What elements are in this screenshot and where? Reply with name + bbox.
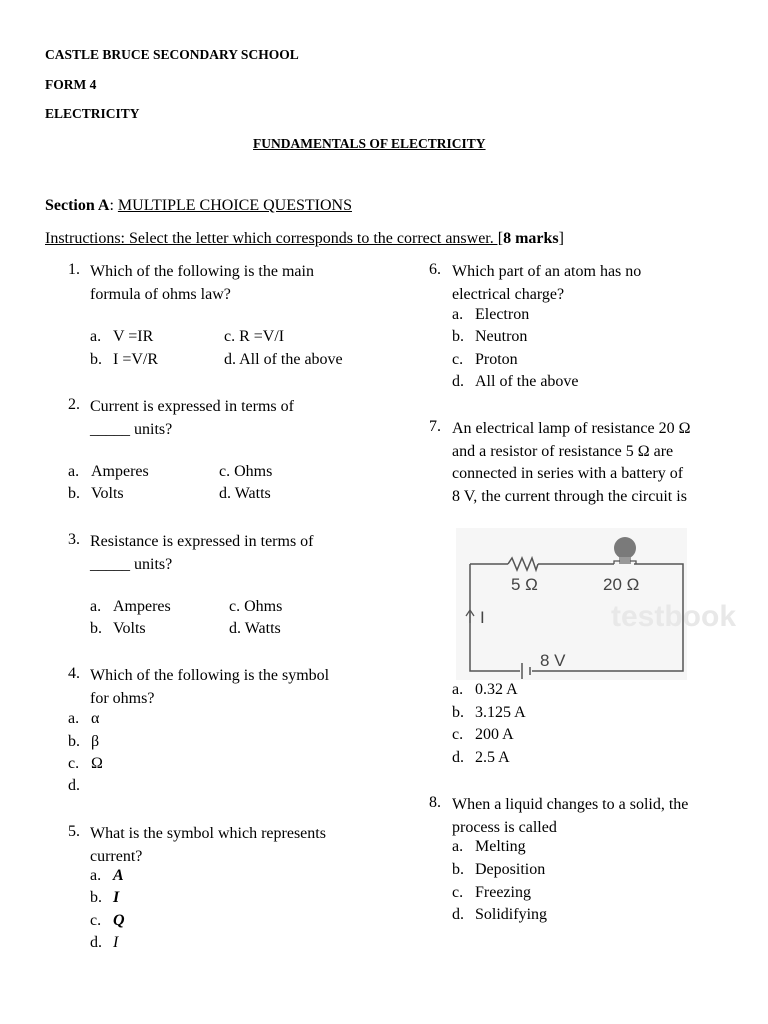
option-letter: d. xyxy=(452,749,464,766)
option-text: I xyxy=(113,934,119,951)
question-text xyxy=(452,261,641,306)
option-c[interactable] xyxy=(452,351,518,369)
lamp-label: 20 Ω xyxy=(603,575,640,594)
option-c[interactable] xyxy=(229,598,282,616)
option-c[interactable] xyxy=(90,912,125,930)
school-name: CASTLE BRUCE SECONDARY SCHOOL xyxy=(45,47,299,62)
option-text: Neutron xyxy=(475,328,528,345)
question-number: 6. xyxy=(429,261,441,278)
section-label: Section A xyxy=(45,197,110,214)
option-letter: d. xyxy=(68,777,80,794)
form-level: FORM 4 xyxy=(45,77,97,92)
option-letter: b. xyxy=(90,620,102,637)
option-letter: a. xyxy=(90,598,102,615)
option-c[interactable] xyxy=(68,755,103,773)
lamp-icon xyxy=(614,537,636,559)
option-letter: a. xyxy=(452,306,464,323)
option-text: A xyxy=(113,867,124,884)
option-text: α xyxy=(91,710,100,727)
option-text: Watts xyxy=(234,485,271,502)
option-text: Volts xyxy=(91,485,124,502)
option-b[interactable] xyxy=(68,733,99,751)
option-text: 2.5 A xyxy=(475,749,510,766)
option-letter: a. xyxy=(452,681,464,698)
question-text xyxy=(90,531,314,576)
lamp-base xyxy=(619,557,631,564)
option-text: Amperes xyxy=(91,463,149,480)
option-letter: c. xyxy=(90,912,102,929)
question-line: formula of ohms law? xyxy=(90,285,231,303)
option-letter: c. xyxy=(224,328,236,345)
option-text: β xyxy=(91,733,100,750)
question-text xyxy=(90,396,294,441)
option-text: R =V/I xyxy=(239,328,285,345)
option-letter: b. xyxy=(452,861,464,878)
option-d[interactable] xyxy=(452,749,510,767)
option-letter: a. xyxy=(68,463,80,480)
option-letter: c. xyxy=(219,463,231,480)
option-text: Ohms xyxy=(234,463,273,480)
option-text: Solidifying xyxy=(475,906,548,923)
question-number: 3. xyxy=(68,531,80,548)
option-letter: b. xyxy=(90,351,102,368)
option-a[interactable] xyxy=(68,710,99,728)
option-letter: d. xyxy=(224,351,236,368)
question-line: Current is expressed in terms of xyxy=(90,398,294,415)
option-a[interactable] xyxy=(68,463,149,481)
question-line: _____ units? xyxy=(90,420,173,438)
option-b[interactable] xyxy=(68,485,124,503)
option-a[interactable] xyxy=(90,328,153,346)
option-text: Deposition xyxy=(475,861,546,878)
instructions-close: ] xyxy=(558,230,564,247)
option-letter: b. xyxy=(68,733,80,750)
question-line: Resistance is expressed in terms of xyxy=(90,533,314,550)
option-text: Proton xyxy=(475,351,518,368)
option-b[interactable] xyxy=(452,861,545,879)
option-text: All of the above xyxy=(475,373,579,390)
circuit-diagram xyxy=(456,528,737,680)
option-d[interactable] xyxy=(68,777,91,795)
option-text: Electron xyxy=(475,306,530,323)
option-text: Volts xyxy=(113,620,146,637)
question-line: and a resistor of resistance 5 Ω are xyxy=(452,442,674,460)
option-text: 200 A xyxy=(475,726,514,743)
question-line: current? xyxy=(90,847,143,865)
option-c[interactable] xyxy=(224,328,284,346)
question-line: 8 V, the current through the circuit is xyxy=(452,487,687,505)
option-b[interactable] xyxy=(90,620,146,638)
option-text: Ohms xyxy=(244,598,283,615)
section-colon: : xyxy=(109,197,118,214)
question-line: electrical charge? xyxy=(452,285,565,303)
question-line: Which of the following is the symbol xyxy=(90,667,330,684)
question-number: 5. xyxy=(68,823,80,840)
option-text: 3.125 A xyxy=(475,704,526,721)
question-number: 1. xyxy=(68,261,80,278)
option-text: 0.32 A xyxy=(475,681,518,698)
option-a[interactable] xyxy=(452,306,529,324)
option-letter: d. xyxy=(219,485,231,502)
option-a[interactable] xyxy=(452,681,518,699)
question-line: _____ units? xyxy=(90,555,173,573)
option-text: Ω xyxy=(91,755,103,772)
document-title: FUNDAMENTALS OF ELECTRICITY xyxy=(253,136,486,151)
option-letter: c. xyxy=(68,755,80,772)
option-a[interactable] xyxy=(90,867,124,885)
option-d[interactable] xyxy=(90,934,118,952)
option-text: Q xyxy=(113,912,125,929)
section-heading xyxy=(45,195,352,218)
option-letter: c. xyxy=(452,351,464,368)
option-b[interactable] xyxy=(90,351,158,369)
question-line: process is called xyxy=(452,818,557,836)
question-line: An electrical lamp of resistance 20 Ω xyxy=(452,420,691,437)
question-text xyxy=(90,823,326,868)
question-line: Which of the following is the main xyxy=(90,263,314,280)
option-d[interactable] xyxy=(452,373,579,391)
option-b[interactable] xyxy=(452,328,527,346)
option-text: I =V/R xyxy=(113,351,159,368)
option-letter: b. xyxy=(452,328,464,345)
option-letter: a. xyxy=(90,867,102,884)
option-a[interactable] xyxy=(452,838,526,856)
marks: 8 marks xyxy=(503,230,559,247)
option-d[interactable] xyxy=(452,906,547,924)
subject: ELECTRICITY xyxy=(45,106,140,121)
option-letter: b. xyxy=(452,704,464,721)
option-letter: c. xyxy=(229,598,241,615)
option-letter: b. xyxy=(68,485,80,502)
question-line: for ohms? xyxy=(90,689,155,707)
current-label: I xyxy=(480,608,485,627)
option-c[interactable] xyxy=(452,884,531,902)
question-text xyxy=(90,665,329,710)
watermark: testbook xyxy=(611,600,737,633)
question-text xyxy=(90,261,314,306)
option-c[interactable] xyxy=(452,726,514,744)
option-text: All of the above xyxy=(239,351,343,368)
option-letter: c. xyxy=(452,726,464,743)
option-d[interactable] xyxy=(224,351,343,369)
option-letter: b. xyxy=(90,889,102,906)
resistor-label: 5 Ω xyxy=(511,575,538,594)
option-text: Freezing xyxy=(475,884,531,901)
option-text: Amperes xyxy=(113,598,171,615)
option-letter: a. xyxy=(68,710,80,727)
option-text: V =IR xyxy=(113,328,154,345)
question-line: When a liquid changes to a solid, the xyxy=(452,796,689,813)
option-text: Watts xyxy=(244,620,281,637)
question-number: 7. xyxy=(429,418,441,435)
question-line: What is the symbol which represents xyxy=(90,825,326,842)
option-letter: c. xyxy=(452,884,464,901)
option-c[interactable] xyxy=(219,463,272,481)
section-name: MULTIPLE CHOICE QUESTIONS xyxy=(117,197,352,214)
question-line: connected in series with a battery of xyxy=(452,465,684,482)
option-letter: d. xyxy=(90,934,102,951)
option-d[interactable] xyxy=(219,485,271,503)
option-b[interactable] xyxy=(452,704,526,722)
question-number: 8. xyxy=(429,794,441,811)
question-number: 2. xyxy=(68,396,80,413)
option-letter: a. xyxy=(452,838,464,855)
question-text xyxy=(452,418,690,508)
option-letter: d. xyxy=(452,906,464,923)
option-letter: d. xyxy=(229,620,241,637)
option-d[interactable] xyxy=(229,620,281,638)
question-text xyxy=(452,794,688,839)
option-text: Melting xyxy=(475,838,526,855)
question-number: 4. xyxy=(68,665,80,682)
question-line: Which part of an atom has no xyxy=(452,263,642,280)
option-a[interactable] xyxy=(90,598,171,616)
option-b[interactable] xyxy=(90,889,119,907)
option-text: I xyxy=(113,889,120,906)
instructions-text: Instructions: Select the letter which corresponds to the correct answer. [ xyxy=(45,230,504,247)
option-letter: d. xyxy=(452,373,464,390)
option-letter: a. xyxy=(90,328,102,345)
instructions xyxy=(45,228,564,251)
battery-label: 8 V xyxy=(540,651,566,670)
